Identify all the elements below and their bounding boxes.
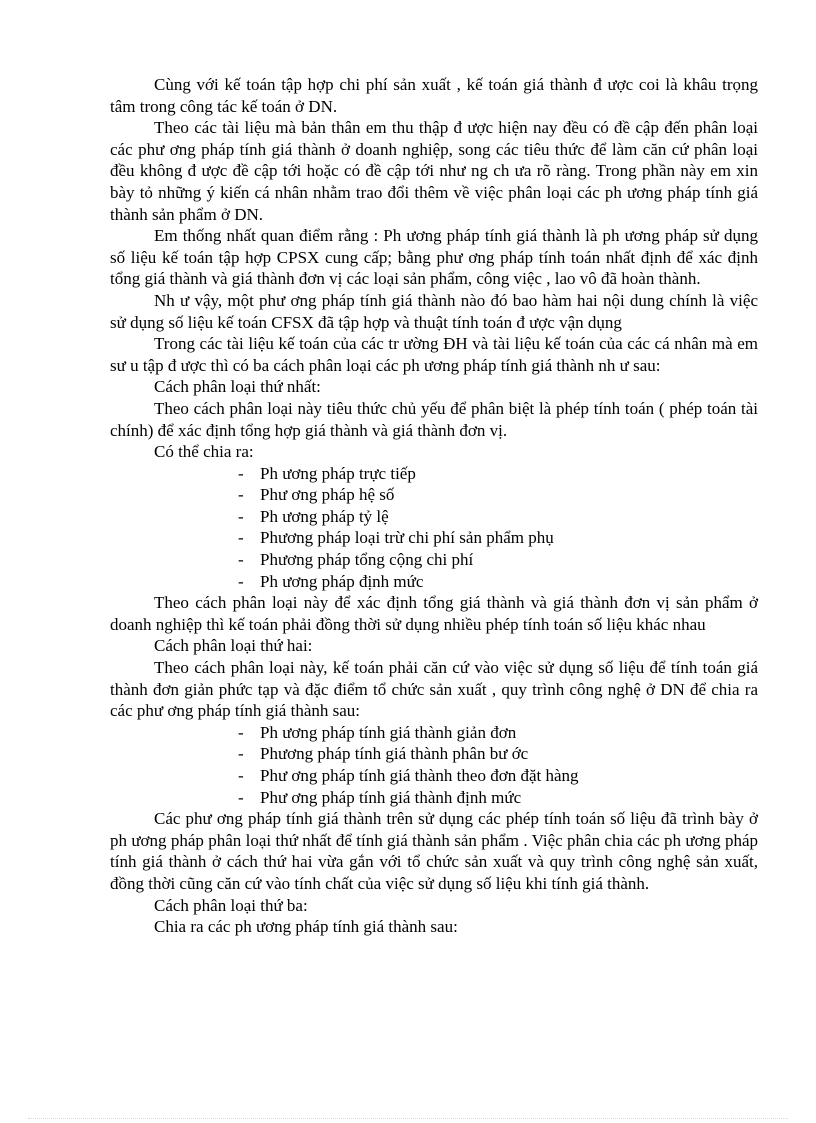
section-heading: Cách phân loại thứ hai:: [154, 636, 313, 656]
dash-bullet: -: [238, 506, 244, 526]
list-item: [238, 463, 758, 485]
dash-bullet: -: [238, 722, 244, 742]
paragraph: Theo các tài liệu mà bản thân em thu thập đ ược hiện nay đều có đề cập đến phân loại các phư ơng pháp tính giá thành ở doanh nghiệp, song các tiêu thức để làm căn cứ phân loại đều không đ ược đề cập tới hoặc có đề cập tới như ng ch ưa rõ ràng. Trong phần này em xin bày tỏ những ý kiến cá nhân nhằm trao đổi thêm về việc phân loại các ph ương pháp tính giá thành sản phẩm ở DN.: [110, 118, 758, 224]
list-item-text: Phư ơng pháp tính giá thành theo đơn đặt hàng: [260, 766, 579, 785]
section-heading: Cách phân loại thứ nhất:: [154, 377, 321, 397]
method-list-2: [110, 722, 758, 808]
list-item: [238, 506, 758, 528]
list-item-text: Ph ương pháp trực tiếp: [260, 463, 416, 483]
list-item: [238, 527, 758, 549]
section-heading: Chia ra các ph ương pháp tính giá thành sau:: [154, 917, 458, 937]
dash-bullet: -: [238, 463, 244, 483]
list-item-text: Phư ơng pháp tính giá thành định mức: [260, 787, 522, 807]
dash-bullet: -: [238, 787, 244, 807]
paragraph: Trong các tài liệu kế toán của các tr ường ĐH và tài liệu kế toán của các cá nhân mà em sư u tập đ ược thì có ba cách phân loại các ph ương pháp tính giá thành nh ư sau:: [110, 334, 758, 375]
paragraph: Theo cách phân loại này tiêu thức chủ yếu để phân biệt là phép tính toán ( phép toán tài chính) để xác định tổng hợp giá thành và giá thành đơn vị.: [110, 398, 758, 440]
list-item-text: Phương pháp tính giá thành phân bư ớc: [260, 744, 529, 764]
paragraph: Em thống nhất quan điểm rằng : Ph ương pháp tính giá thành là ph ương pháp sử dụng số liệu kế toán tập hợp CPSX cung cấp; bằng phư ơng pháp tính toán nhất định để xác định tổng giá thành và giá thành đơn vị các loại sản phẩm, công việc , lao vô đã hoàn thành.: [110, 226, 758, 289]
document-page: [110, 74, 758, 938]
list-item: [238, 571, 758, 593]
paragraph: Cùng với kế toán tập hợp chi phí sản xuất , kế toán giá thành đ ược coi là khâu trọng tâm trong công tác kế toán ở DN.: [110, 75, 758, 116]
dash-bullet: -: [238, 550, 244, 570]
list-item: [238, 765, 758, 787]
list-item: [238, 722, 758, 744]
paragraph: Nh ư vậy, một phư ơng pháp tính giá thành nào đó bao hàm hai nội dung chính là việc sử dụng số liệu kế toán CFSX đã tập hợp và thuật tính toán đ ược vận dụng: [110, 290, 758, 332]
section-heading: Có thể chia ra:: [154, 442, 254, 462]
section-heading: Cách phân loại thứ ba:: [154, 895, 308, 915]
list-item: [238, 484, 758, 506]
list-item-text: Phư ơng pháp hệ số: [260, 485, 395, 505]
page-bottom-divider: [28, 1118, 788, 1119]
list-item-text: Ph ương pháp định mức: [260, 571, 424, 591]
method-list-1: [110, 463, 758, 593]
dash-bullet: -: [238, 528, 244, 548]
list-item-text: Phương pháp tổng cộng chi phí: [260, 550, 474, 570]
list-item-text: Phương pháp loại trừ chi phí sản phẩm phụ: [260, 528, 554, 548]
dash-bullet: -: [238, 485, 244, 505]
dash-bullet: -: [238, 571, 244, 591]
list-item-text: Ph ương pháp tính giá thành giản đơn: [260, 722, 517, 742]
paragraph: Các phư ơng pháp tính giá thành trên sử dụng các phép tính toán số liệu đã trình bày ở ph ương pháp phân loại thứ nhất để tính giá thành sản phẩm . Việc phân chia các ph ương pháp tính giá thành ở cách thứ hai vừa gắn với tổ chức sản xuất và quy trình công nghệ sản xuất, đồng thời cũng căn cứ vào tính chất của việc sử dụng số liệu khi tính giá thành.: [110, 809, 758, 893]
list-item: [238, 743, 758, 765]
list-item-text: Ph ương pháp tỷ lệ: [260, 506, 389, 526]
dash-bullet: -: [238, 744, 244, 764]
list-item: [238, 549, 758, 571]
list-item: [238, 787, 758, 809]
dash-bullet: -: [238, 766, 244, 785]
paragraph: Theo cách phân loại này để xác định tổng giá thành và giá thành đơn vị sản phẩm ở doanh nghiệp thì kế toán phải đồng thời sử dụng nhiều phép tính toán số liệu khác nhau: [110, 593, 758, 634]
paragraph: Theo cách phân loại này, kế toán phải căn cứ vào việc sử dụng số liệu để tính toán giá thành đơn giản phức tạp và đặc điểm tổ chức sản xuất , quy trình công nghệ ở DN để chia ra các phư ơng pháp tính giá thành sau:: [110, 658, 758, 721]
